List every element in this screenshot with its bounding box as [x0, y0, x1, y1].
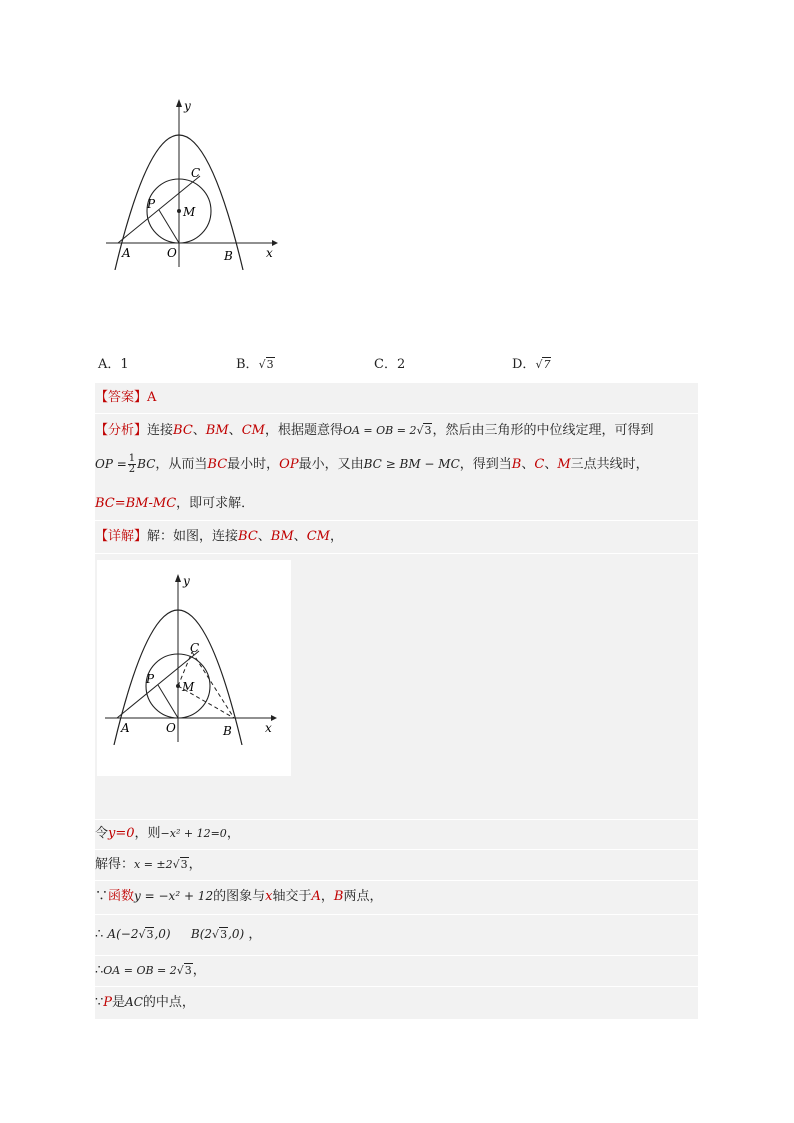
label-b: B: [224, 249, 233, 263]
choice-a: A．1: [98, 357, 129, 372]
label-x: x: [266, 246, 273, 260]
step-3: ∵函数y = −x² + 12的图象与x轴交于A，B两点，: [95, 889, 383, 904]
label-m-2: M: [182, 680, 195, 694]
step-1: 令y=0，则−x² + 12=0，: [95, 826, 240, 841]
choice-d: D．√7: [512, 357, 551, 372]
label-p-2: P: [146, 672, 155, 686]
figure-2-container: [97, 560, 291, 776]
label-m: M: [183, 205, 196, 219]
x-axis-arrow-2: [271, 715, 277, 721]
parabola-figure-top: [100, 95, 280, 270]
step-4: ∴ A(−2√3,0) B(2√3,0) ，: [95, 927, 262, 942]
analysis-line-1: 【分析】连接BC、BM、CM，根据题意得OA = OB = 2√3，然后由三角形的中位线定理，可得到: [95, 423, 654, 438]
label-a: A: [122, 246, 131, 260]
analysis-line-3: BC=BM-MC，即可求解．: [95, 496, 255, 511]
detail-line-1: 【详解】解：如图，连接BC、BM、CM，: [95, 529, 343, 544]
step-2: 解得：x = ±2√3，: [95, 857, 202, 872]
label-y: y: [184, 99, 191, 113]
label-o: O: [167, 246, 177, 260]
solution-panel: [95, 383, 698, 1019]
y-axis-arrow-2: [175, 574, 181, 582]
step-6: ∵P是AC的中点，: [95, 995, 195, 1010]
point-m-2: [176, 684, 180, 688]
label-a-2: A: [121, 721, 130, 735]
x-axis-arrow: [272, 240, 278, 246]
answer-choices: [98, 353, 698, 373]
answer-row: 【答案】A: [95, 390, 157, 405]
label-y-2: y: [183, 574, 190, 588]
label-c: C: [191, 166, 201, 180]
label-o-2: O: [166, 721, 176, 735]
label-x-2: x: [265, 721, 272, 735]
parabola-figure-solution: [99, 570, 279, 745]
label-p: P: [147, 197, 156, 211]
label-b-2: B: [223, 724, 232, 738]
label-c-2: C: [190, 641, 200, 655]
point-m: [177, 209, 181, 213]
y-axis-arrow: [176, 99, 182, 107]
analysis-line-2: OP = $\frac{1}{2}$ BC，从而当BC最小时，OP最小，又由BC ≥ BM − MC，得到当B、C、M三点共线时，: [95, 453, 649, 475]
step-5: ∴OA = OB = 2√3，: [95, 963, 206, 978]
choice-c: C．2: [374, 357, 406, 372]
choice-b: B．√3: [236, 357, 274, 372]
